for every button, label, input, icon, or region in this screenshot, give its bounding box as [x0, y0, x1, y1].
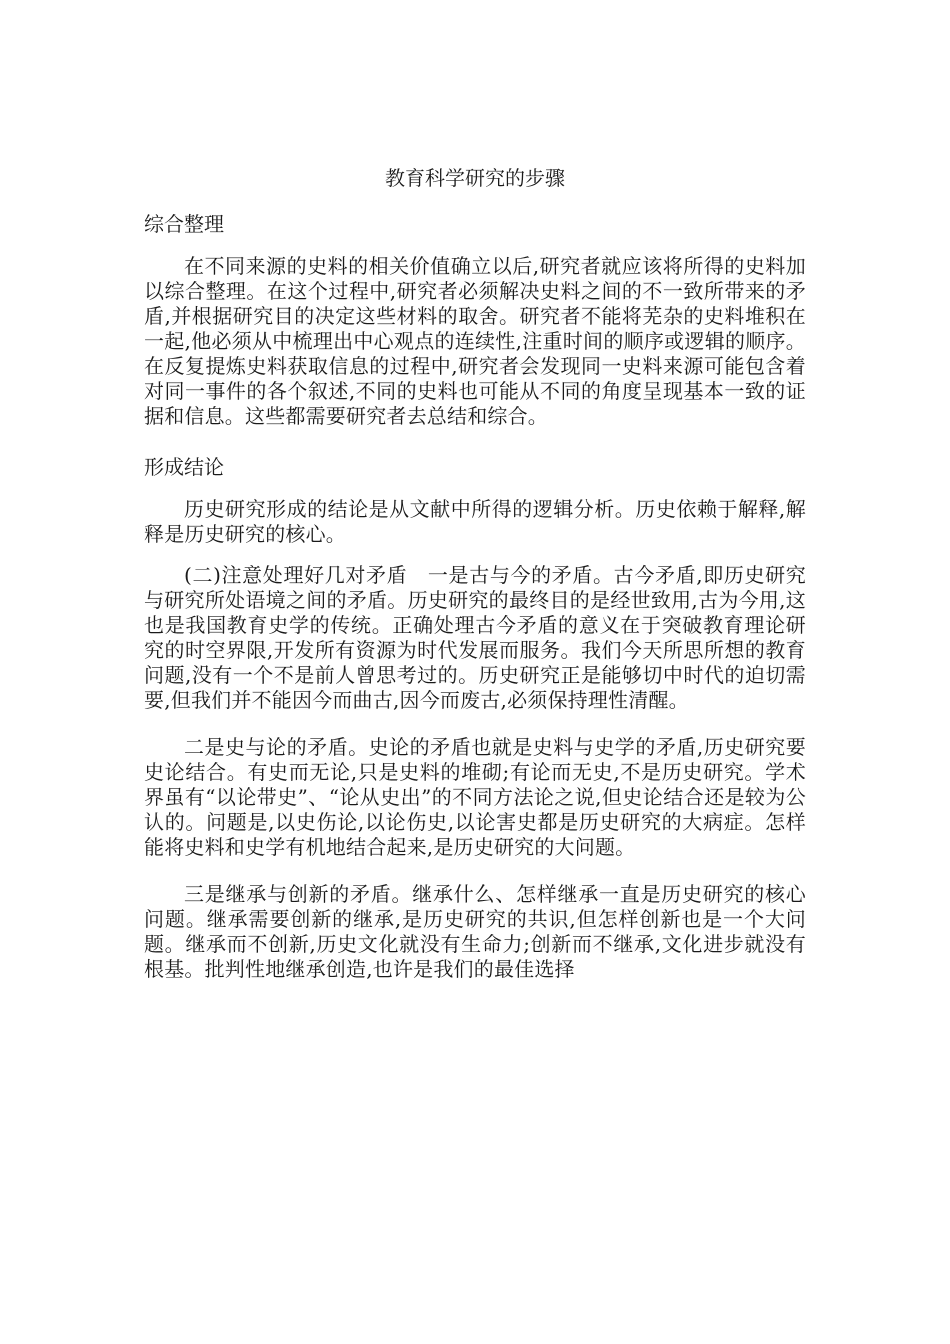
paragraph-conclusion-intro: 历史研究形成的结论是从文献中所得的逻辑分析。历史依赖于解释,解释是历史研究的核心。: [144, 497, 806, 546]
paragraph-inherit-innovate: 三是继承与创新的矛盾。继承什么、怎样继承一直是历史研究的核心问题。继承需要创新的继承,是历史研究的共识,但怎样创新也是一个大问题。继承而不创新,历史文化就没有生命力;创新而不继承,文化进步就没有根基。批判性地继承创造,也许是我们的最佳选择: [144, 882, 806, 981]
document-title: 教育科学研究的步骤: [385, 166, 565, 190]
section-heading-conclusion: 形成结论: [144, 455, 224, 479]
paragraph-ancient-modern: (二)注意处理好几对矛盾 一是古与今的矛盾。古今矛盾,即历史研究与研究所处语境之间的矛盾。历史研究的最终目的是经世致用,古为今用,这也是我国教育史学的传统。正确处理古今矛盾的意义在于突破教育理论研究的时空界限,开发所有资源为时代发展而服务。我们今天所思所想的教育问题,没有一个不是前人曾思考过的。历史研究正是能够切中时代的迫切需要,但我们并不能因今而曲古,因今而废古,必须保持理性清醒。: [144, 563, 806, 712]
document-page: [144, 160, 806, 1004]
paragraph-synthesis: 在不同来源的史料的相关价值确立以后,研究者就应该将所得的史料加以综合整理。在这个过程中,研究者必须解决史料之间的不一致所带来的矛盾,并根据研究目的决定这些材料的取舍。研究者不能将芜杂的史料堆积在一起,他必须从中梳理出中心观点的连续性,注重时间的顺序或逻辑的顺序。在反复提炼史料获取信息的过程中,研究者会发现同一史料来源可能包含着对同一事件的各个叙述,不同的史料也可能从不同的角度呈现基本一致的证据和信息。这些都需要研究者去总结和综合。: [144, 254, 806, 428]
section-heading-synthesis: 综合整理: [144, 212, 224, 236]
paragraph-history-theory: 二是史与论的矛盾。史论的矛盾也就是史料与史学的矛盾,历史研究要史论结合。有史而无论,只是史料的堆砌;有论而无史,不是历史研究。学术界虽有“以论带史”、“论从史出”的不同方法论之说,但史论结合还是较为公认的。问题是,以史伤论,以论伤史,以论害史都是历史研究的大病症。怎样能将史料和史学有机地结合起来,是历史研究的大问题。: [144, 735, 806, 859]
